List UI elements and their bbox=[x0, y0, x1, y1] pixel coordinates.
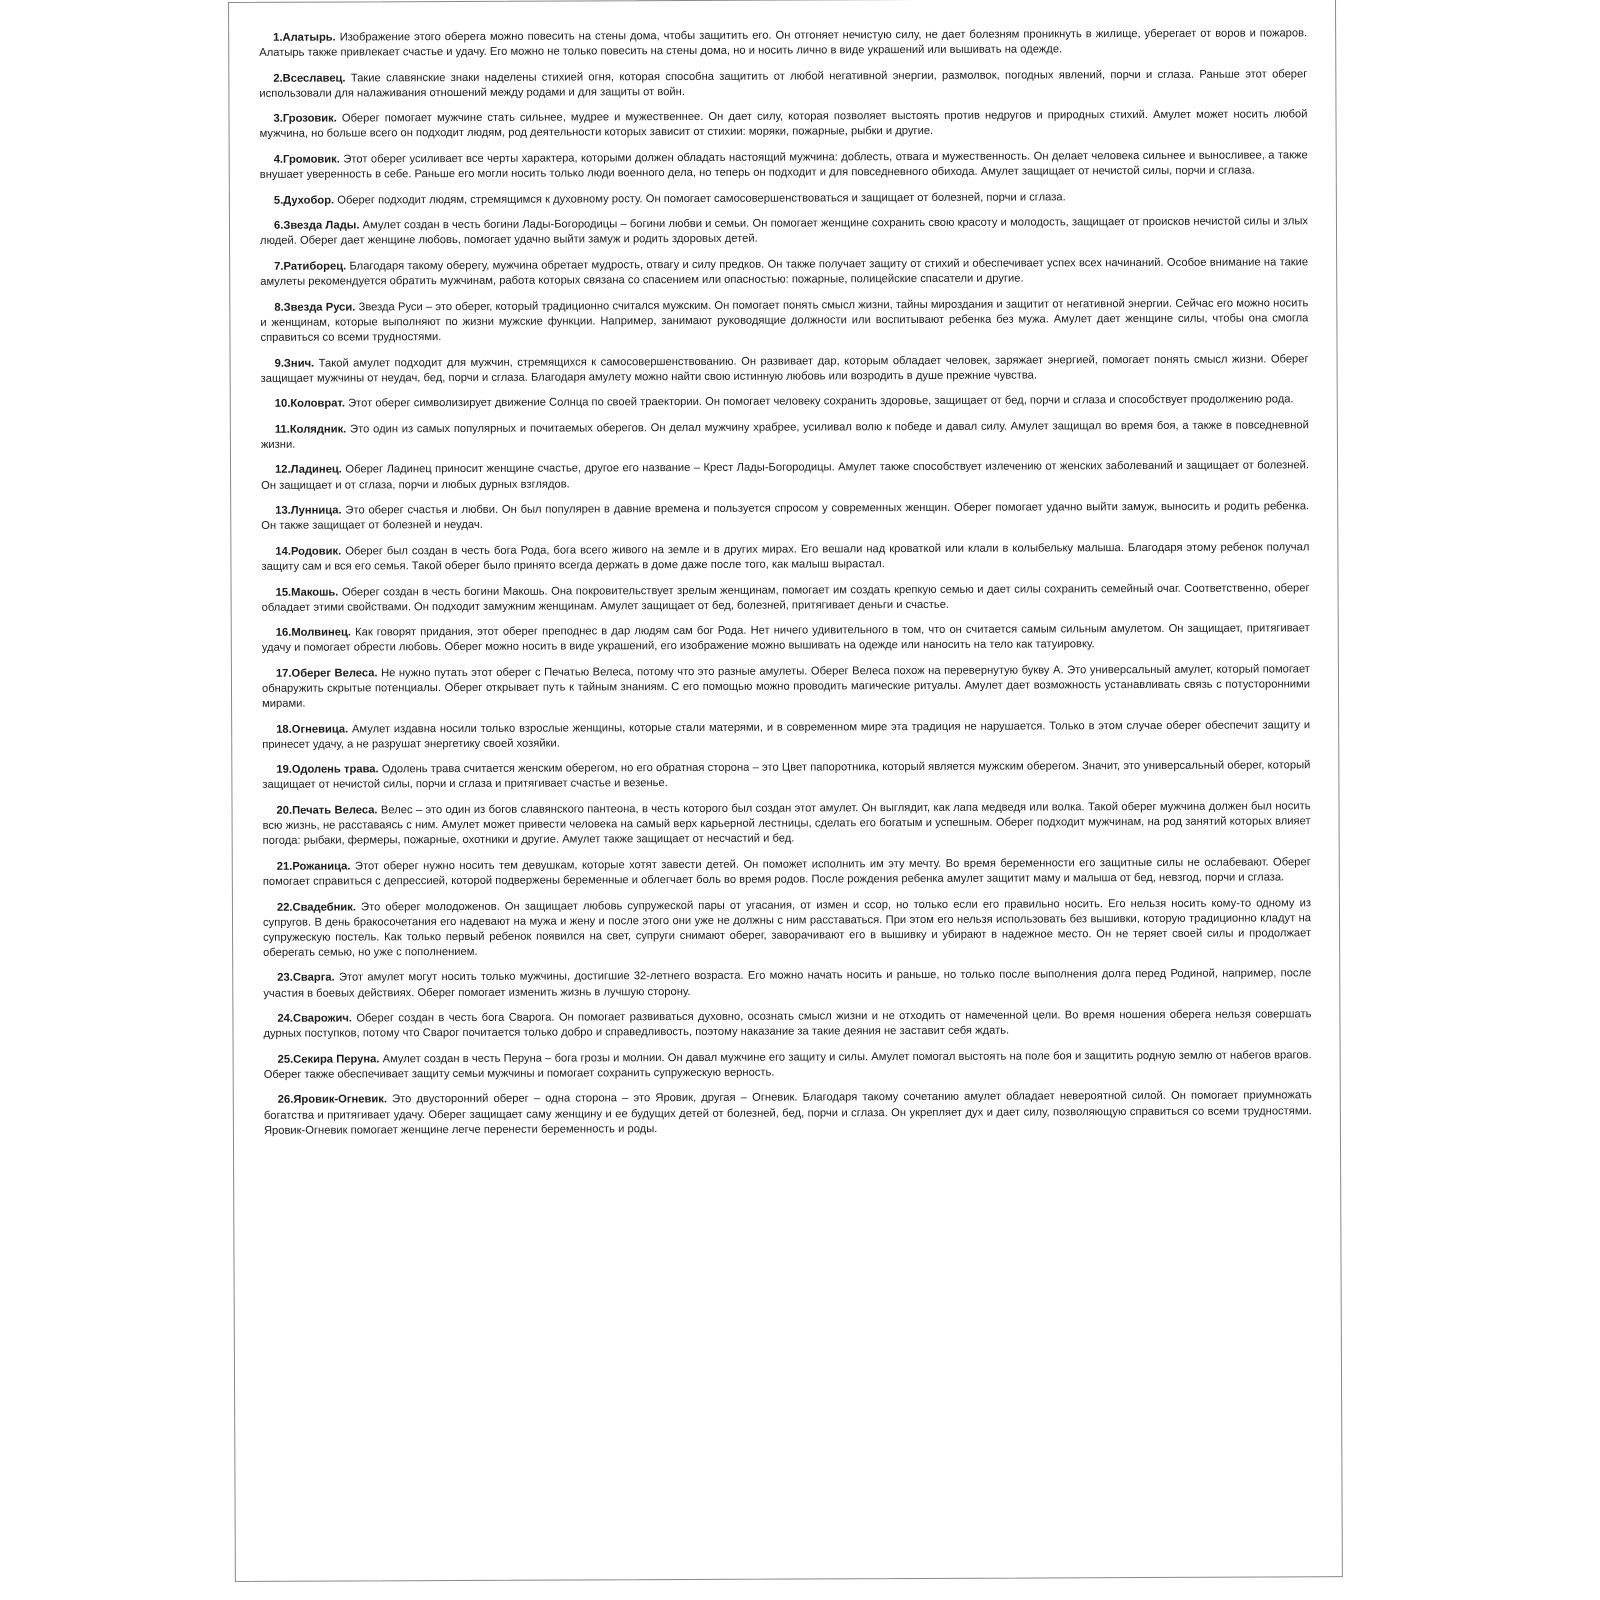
paragraph-heading: 25.Секира Перуна. bbox=[277, 1053, 380, 1066]
document-paragraph bbox=[261, 499, 1309, 534]
paragraph-heading: 13.Лунница. bbox=[275, 504, 342, 517]
paragraph-text: Этот амулет могут носить только мужчины, достигшие 32-летнего возраста. Его можно начать носить и раньше, но только после выполнения долга перед Родиной, например, после участия в боевых действиях. Оберег помогает изменить жизнь в лучшую сторону. bbox=[263, 967, 1312, 1000]
document-paragraph bbox=[260, 148, 1308, 183]
document-paragraph bbox=[263, 896, 1311, 961]
paragraph-text: Это оберег молодоженов. Он защищает любовь супружеской пары от угасания, от измен и ссор, но только если его правильно носить. Его нельзя носить кому-то одному из супругов. В день бракосочетания его надевают на мужа и жену и после этого они уже не должны с ним расставаться. При этом его нельзя использовать без вышивки, которую традиционно кладут на супружескую постель. Как только первый ребенок появился на свет, супруги снимают оберег, заворачивают его в вышивку и убирают в надежное место. Он не теряет своей силы и продолжает оберегать семью, но уже с пополнением. bbox=[262, 896, 1312, 959]
paragraph-text: Амулет создан в честь Перуна – бога грозы и молнии. Он давал мужчине его защиту и силы. Амулет помогал выстоять на поле боя и защитить родную землю от набегов врагов. Оберег также обеспечивает защиту семьи мужчины и помогает сохранить супружескую верность. bbox=[263, 1049, 1312, 1081]
document-paragraph bbox=[261, 352, 1309, 387]
paragraph-text: Это двусторонний оберег – одна сторона – это Яровик, другая – Огневик. Благодаря такому сочетанию амулет обладает невероятной силой. Он помогает приумножать богатства и притягивает удачу. Оберег защищает саму женщину и ее будущих детей от болезней, бед, порчи и сглаза. Он укрепляет дух и дает силу, позволяющую справиться со всеми трудностями. Яровик-Огневик помогает женщине легче перенести беременность и роды. bbox=[263, 1089, 1312, 1137]
paragraph-heading: 12.Ладинец. bbox=[275, 463, 342, 477]
paragraph-heading: 3.Грозовик. bbox=[273, 112, 337, 126]
document-paragraph bbox=[261, 540, 1309, 575]
document-paragraph bbox=[261, 459, 1309, 494]
paragraph-heading: 23.Сварга. bbox=[277, 971, 335, 985]
paragraph-heading: 10.Коловрат. bbox=[274, 397, 346, 410]
paragraph-text: Этот оберег усиливает все черты характера, которыми должен обладать настоящий мужчина: доблесть, отвага и мужественность. Он делает человека сильнее и выносливее, а также внушает уверенность в себе. Раньше его могли носить только люди военного дела, но теперь он подходит и для повседневного обихода. Амулет защищает от нечистой силы, порчи и сглаза. bbox=[259, 149, 1308, 182]
document-paragraph bbox=[264, 1089, 1312, 1139]
paragraph-heading: 15.Макошь. bbox=[275, 586, 339, 599]
document-paragraph bbox=[262, 622, 1310, 657]
paragraph-text: Благодаря такому оберегу, мужчина обретает мудрость, отвагу и силу предков. Он также получает защиту от стихий и обеспечивает успех всех начинаний. Особое внимание на такие амулеты рекомендуется обратить мужчинам, работа которых связана со спасением или опасностью: пожарные, полицейские спасатели и другие. bbox=[260, 256, 1309, 288]
paragraph-heading: 14.Родовик. bbox=[275, 545, 342, 558]
paragraph-text: Оберег создан в честь бога Сварога. Он помогает развиваться духовно, осознать смысл жизни и не отходить от намеченной цели. Во время ношения оберега нельзя совершать дурных поступков, потому что Сварог почитается только добро и справедливость, поэтому наказание за такие деяния не заставит себя ждать. bbox=[263, 1008, 1312, 1041]
paragraph-heading: 1.Алатырь. bbox=[273, 31, 336, 44]
paragraph-text: Оберег Ладинец приносит женщине счастье, другое его название – Крест Лады-Богородицы. Амулет также способствует излечению от женских заболеваний и защищает от болезней. Он защищает и от сглаза, порчи и любых дурных взглядов. bbox=[261, 459, 1310, 492]
paragraph-text: Оберег создан в честь богини Макошь. Она покровительствует зрелым женщинам, помогает им создать крепкую семью и дает силы сохранить семейный очаг. Соответственно, оберег обладает этими свойствами. Он подходит замужним женщинам. Амулет защищает от бед, болезней, притягивает деньги и счастье. bbox=[261, 581, 1310, 614]
paragraph-heading: 18.Огневица. bbox=[276, 723, 349, 736]
document-paragraph bbox=[263, 967, 1311, 1002]
document-paragraph bbox=[259, 67, 1307, 102]
paragraph-text: Оберег помогает мужчине стать сильнее, мудрее и мужественнее. Он дает силу, которая позволяет выстоять против недругов и природных стихий. Амулет может носить любой мужчина, но больше всего он подходит людям, род деятельности которых зависит от стихии: моряки, пожарные, рыбки и другие. bbox=[259, 108, 1308, 141]
paragraph-text: Звезда Руси – это оберег, который традиционно считался мужским. Он помогает понять смысл жизни, тайны мироздания и защитит от негативной энергии. Сейчас его можно носить и женщинам, которые выполняют по жизни мужские функции. Например, занимают руководящие должности или воспитывают ребенка без мужа. Амулет дает женщине силы, чтобы она смогла справиться со всеми трудностями. bbox=[260, 297, 1309, 344]
document-paragraph bbox=[259, 26, 1307, 61]
document-paragraph bbox=[263, 1007, 1311, 1042]
paragraph-heading: 22.Свадебник. bbox=[276, 900, 356, 914]
document-paragraph bbox=[261, 392, 1309, 412]
paragraph-text: Изображение этого оберега можно повесить на стены дома, чтобы защитить его. Он отгоняет нечистую силу, не дает болезням проникнуть в жилище, уберегает от воров и пожаров. Алатырь также привлекает счастье и удачу. Его можно не только повесить на стены дома, но и носить лично в виде украшений или вышивать на одежде. bbox=[259, 27, 1308, 59]
paragraph-heading: 16.Молвинец. bbox=[275, 626, 352, 640]
paragraph-text: Такой амулет подходит для мужчин, стремящихся к самосовершенствованию. Он развивает дар, которым обладает человек, заряжает энергией, помогает понять смысл жизни. Оберег защищает мужчины от неудач, бед, порчи и сглаза. Благодаря амулету можно найти свою истинную любовь или возродить в душе прежние чувства. bbox=[260, 352, 1309, 385]
paragraph-heading: 21.Рожаница. bbox=[276, 860, 351, 873]
paragraph-heading: 9.Знич. bbox=[274, 357, 315, 370]
document-sheet bbox=[228, 0, 1343, 1582]
document-body bbox=[259, 26, 1312, 1138]
paragraph-heading: 19.Одолень трава. bbox=[276, 763, 379, 777]
document-paragraph bbox=[260, 296, 1308, 346]
paragraph-heading: 17.Оберег Велеса. bbox=[275, 667, 378, 680]
paragraph-heading: 5.Духобор. bbox=[273, 194, 335, 207]
paragraph-heading: 4.Громовик. bbox=[273, 153, 340, 166]
paragraph-text: Этот оберег нужно носить тем девушкам, которые хотят завести детей. Он поможет исполнить им эту мечту. Во время беременности его защитные силы не ослабевают. Оберег помогает справиться с депрессией, которой подвержены беременные и облегчает боль во время родов. После рождения ребенка амулет защитит маму и малыша от бед, невзгод, порчи и сглаза. bbox=[262, 856, 1311, 888]
paragraph-text: Амулет издавна носили только взрослые женщины, которые стали матерями, и в современном мире эта традиция не нарушается. Только в этом случае оберег обеспечит защиту и принесет удачу, а не разрушат энергетику своей хозяйки. bbox=[262, 718, 1311, 751]
paragraph-heading: 8.Звезда Руси. bbox=[274, 301, 356, 314]
document-paragraph bbox=[262, 799, 1310, 849]
document-paragraph bbox=[264, 1048, 1312, 1083]
paragraph-text: Оберег был создан в честь бога Рода, бога всего живого на земле и в других мирах. Его вешали над кроваткой или клали в колыбельку малыша. Благодаря этому ребенок получал защиту сам и вся его семья. Такой оберег было принято всегда держать в доме даже после того, как малыш вырастал. bbox=[261, 541, 1310, 573]
document-paragraph bbox=[259, 108, 1307, 143]
document-paragraph bbox=[263, 855, 1311, 890]
paragraph-text: Оберег подходит людям, стремящимся к духовному росту. Он помогает самосовершенствоваться и защищает от болезней, порчи и сглаза. bbox=[334, 191, 1066, 207]
paragraph-text: Амулет создан в честь богини Лады-Богородицы – богини любви и семьи. Он помогает женщине сохранить свою красоту и молодость, защищает от происков нечистой силы и злых людей. Оберег дает женщине любовь, помогает удачно выйти замуж и родить здоровых детей. bbox=[260, 215, 1309, 248]
paragraph-text: Такие славянские знаки наделены стихией огня, которая способна защитить от любой негативной энергии, размолвок, погодных явлений, порчи и сглаза. Раньше этот оберег использовали для налаживания отношений между родами и для защиты от войн. bbox=[259, 67, 1308, 100]
document-paragraph bbox=[262, 581, 1310, 616]
document-paragraph bbox=[260, 215, 1308, 250]
document-paragraph bbox=[262, 718, 1310, 753]
document-paragraph bbox=[260, 255, 1308, 290]
paragraph-heading: 26.Яровик-Огневик. bbox=[277, 1093, 387, 1107]
document-text-area bbox=[259, 26, 1314, 1551]
paragraph-heading: 7.Ратиборец. bbox=[274, 260, 347, 273]
paragraph-heading: 20.Печать Велеса. bbox=[276, 804, 378, 817]
document-paragraph bbox=[262, 759, 1310, 794]
paragraph-heading: 11.Колядник. bbox=[274, 423, 347, 436]
paragraph-heading: 6.Звезда Лады. bbox=[273, 219, 360, 233]
paragraph-text: Это оберег счастья и любви. Он был популярен в давние времена и пользуется спросом у современных женщин. Оберег помогает удачно выйти замуж, выносить и родить ребенка. Он также защищает от болезней и неудач. bbox=[261, 500, 1310, 533]
paragraph-text: Одолень трава считается женским оберегом, но его обратная сторона – это Цвет папоротника, который является мужским оберегом. Значит, это универсальный оберег, который защищает от нечистой силы, порчи и сглаза и притягивает счастье и везенье. bbox=[262, 759, 1311, 792]
paragraph-text: Этот оберег символизирует движение Солнца по своей траектории. Он помогает человеку сохранить здоровье, защищает от бед, порчи и сглаза и способствует продолжению рода. bbox=[344, 393, 1294, 410]
document-paragraph bbox=[262, 662, 1310, 712]
document-paragraph bbox=[260, 189, 1308, 209]
paragraph-heading: 2.Всеславец. bbox=[273, 72, 346, 85]
paragraph-text: Это один из самых популярных и почитаемых оберегов. Он делал мужчину храбрее, усиливал волю к победе и давал силу. Амулет защищал во время боя, а также в повседневной жизни. bbox=[260, 419, 1309, 451]
paragraph-text: Как говорят придания, этот оберег преподнес в дар людям сам бог Рода. Нет ничего удивительного в том, что он считается самым сильным амулетом. Он защищает, притягивает удачу и помогает обрести любовь. Оберег можно носить в виде украшений, его изображение можно вышивать на одежде или наносить на тело как татуировку. bbox=[261, 622, 1310, 655]
paragraph-text: Велес – это один из богов славянского пантеона, в честь которого был создан этот амулет. Он выглядит, как лапа медведя или волка. Такой оберег мужчина должен был носить всю жизнь, не расставаясь с ним. Амулет может привести человека на самый верх карьерной лестницы, сделать его богатым и успешным. Оберег подходит мужчинам, на род занятий которых влияет погода: рыбаки, фермеры, пожарные, охотники и другие. Амулет также защищает от несчастий и бед. bbox=[262, 800, 1311, 848]
document-paragraph bbox=[261, 418, 1309, 453]
paragraph-text: Не нужно путать этот оберег с Печатью Велеса, потому что это разные амулеты. Оберег Велеса похож на перевернутую букву А. Это универсальный амулет, который помогает обнаружить скрытые потенциалы. Оберег открывает путь к тайным знаниям. С его помощью можно проводить магические ритуалы. Амулет дает возможность устанавливать связь с потусторонними мирами. bbox=[261, 663, 1311, 710]
paragraph-heading: 24.Сварожич. bbox=[277, 1012, 352, 1025]
